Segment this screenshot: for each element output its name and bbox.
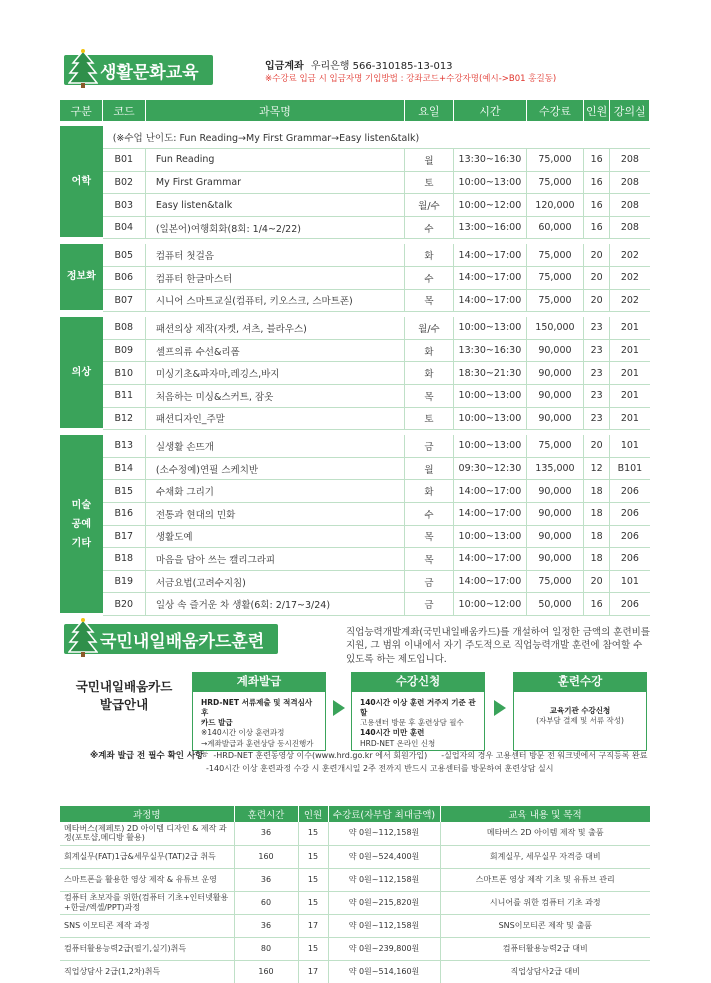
cell-hours: 160 <box>234 960 298 983</box>
table-row <box>60 435 650 458</box>
card-issue-guide-title <box>64 678 184 713</box>
cell-time: 10:00~12:00 <box>453 194 526 217</box>
cell-subject: 컴퓨터 한글마스터 <box>145 267 404 290</box>
cell-course: 메타버스(제페토) 2D 아이템 디자인 & 제작 과정(포토샵,메디방 활용) <box>60 822 234 845</box>
card-title-line1: 국민내일배움카드 <box>75 679 173 694</box>
cell-fee: 120,000 <box>527 194 584 217</box>
table-row <box>60 570 650 593</box>
cell-fee: 150,000 <box>527 317 584 340</box>
cell-day: 목 <box>405 385 454 408</box>
cell-day: 화 <box>405 244 454 267</box>
cell-time: 14:00~17:00 <box>453 480 526 503</box>
checklist-title: ※계좌 발급 전 필수 확인 사항 <box>90 751 204 761</box>
account-label: 입금계좌 <box>265 61 304 72</box>
cell-time: 10:00~13:00 <box>453 317 526 340</box>
cell-capacity: 18 <box>583 503 609 526</box>
arrow-right-icon <box>494 700 506 716</box>
cell-subject: 전통과 현대의 민화 <box>145 503 404 526</box>
cell-room: 206 <box>610 503 650 526</box>
cell-code: B20 <box>103 593 146 616</box>
cell-time: 10:00~13:00 <box>453 385 526 408</box>
checklist-item: -140시간 이상 훈련과정 수강 시 훈련개시일 2주 전까지 반드시 고용센터를 방문하여 훈련상담 실시 <box>206 763 554 773</box>
cell-time: 10:00~13:00 <box>453 525 526 548</box>
cell-day: 수 <box>405 503 454 526</box>
cell-capacity: 18 <box>583 480 609 503</box>
cell-room: 208 <box>610 194 650 217</box>
cell-fee: 90,000 <box>527 362 584 385</box>
header-fee: 수강료 <box>527 100 584 121</box>
cell-course: 스마트폰을 활용한 영상 제작 & 유튜브 운영 <box>60 868 234 891</box>
cell-day: 월/수 <box>405 317 454 340</box>
cell-subject: 실생활 손뜨개 <box>145 435 404 458</box>
category-cloth: 의상 <box>60 317 103 430</box>
table-row <box>60 171 650 194</box>
cell-capacity: 23 <box>583 385 609 408</box>
cell-room: 202 <box>610 244 650 267</box>
category-info: 정보화 <box>60 244 103 312</box>
cell-time: 18:30~21:30 <box>453 362 526 385</box>
table-row <box>60 503 650 526</box>
tree-icon <box>68 49 98 89</box>
cell-code: B11 <box>103 385 146 408</box>
cell-room: 206 <box>610 480 650 503</box>
cell-code: B03 <box>103 194 146 217</box>
cell-fee: 75,000 <box>527 435 584 458</box>
cell-fee: 75,000 <box>527 244 584 267</box>
cell-time: 13:30~16:30 <box>453 149 526 172</box>
header-fee: 수강료(자부담 최대금액) <box>328 806 440 822</box>
cell-subject: 시니어 스마트교실(컴퓨터, 키오스크, 스마트폰) <box>145 289 404 312</box>
cell-subject: 서금요법(고려수지침) <box>145 570 404 593</box>
cell-time: 14:00~17:00 <box>453 570 526 593</box>
cell-room: B101 <box>610 457 650 480</box>
table-row <box>60 267 650 290</box>
cell-code: B17 <box>103 525 146 548</box>
table-row <box>60 525 650 548</box>
step-line: 140시간 미만 훈련 <box>360 728 425 738</box>
table-row <box>60 822 650 845</box>
step-head: 계좌발급 <box>192 672 326 691</box>
cell-subject: My First Grammar <box>145 171 404 194</box>
category-art-3: 기타 <box>71 537 91 549</box>
cell-fee: 90,000 <box>527 548 584 571</box>
step-line: →계좌발급과 훈련상담 동시진행가능 <box>201 738 314 758</box>
cell-code: B07 <box>103 289 146 312</box>
cell-room: 208 <box>610 149 650 172</box>
cell-subject: 패션의상 제작(자켓, 셔츠, 블라우스) <box>145 317 404 340</box>
cell-subject: 일상 속 즐거운 차 생활(6회: 2/17~3/24) <box>145 593 404 616</box>
header-capacity: 인원 <box>583 100 609 121</box>
step-line: 카드 발급 <box>201 718 233 728</box>
header-code: 코드 <box>103 100 146 121</box>
table-row <box>60 891 650 914</box>
cell-purpose: 직업상담사2급 대비 <box>440 960 650 983</box>
cell-capacity: 23 <box>583 339 609 362</box>
cell-room: 101 <box>610 435 650 458</box>
checklist-item: -실업자의 경우 고용센터 방문 전 워크넷에서 구직등록 완료 <box>441 751 648 760</box>
section-title-culture <box>64 55 213 85</box>
step-course-apply <box>351 672 485 751</box>
cell-capacity: 20 <box>583 289 609 312</box>
cell-subject: 미싱기초&파자마,레깅스,바지 <box>145 362 404 385</box>
level-note: (※수업 난이도: Fun Reading→My First Grammar→Easy listen&talk) <box>103 126 650 149</box>
step-line: (자부담 결제 및 서류 작성) <box>536 716 624 726</box>
cell-fee: 75,000 <box>527 289 584 312</box>
cell-room: 208 <box>610 171 650 194</box>
account-value: 우리은행 566-310185-13-013 <box>310 61 453 72</box>
table-row <box>60 407 650 430</box>
cell-room: 201 <box>610 362 650 385</box>
cell-subject: 컴퓨터 첫걸음 <box>145 244 404 267</box>
cell-code: B06 <box>103 267 146 290</box>
table-header-row <box>60 806 650 822</box>
cell-capacity: 23 <box>583 407 609 430</box>
cell-room: 201 <box>610 317 650 340</box>
cell-day: 목 <box>405 289 454 312</box>
cell-capacity: 23 <box>583 317 609 340</box>
header-hours: 훈련시간 <box>234 806 298 822</box>
arrow-right-icon <box>333 700 345 716</box>
header-category: 구분 <box>60 100 103 121</box>
pre-issue-checklist <box>90 750 647 775</box>
cell-fee: 약 0원~524,400원 <box>328 845 440 868</box>
cell-code: B01 <box>103 149 146 172</box>
cell-fee: 60,000 <box>527 216 584 239</box>
cell-capacity: 16 <box>583 149 609 172</box>
table-row <box>60 868 650 891</box>
cell-day: 토 <box>405 171 454 194</box>
category-art-1: 미술 <box>71 499 91 511</box>
cell-subject: 처음하는 미싱&스커트, 잠옷 <box>145 385 404 408</box>
cell-capacity: 17 <box>298 960 328 983</box>
cell-room: 201 <box>610 385 650 408</box>
cell-subject: (소수정예)연필 스케치반 <box>145 457 404 480</box>
cell-fee: 약 0원~112,158원 <box>328 822 440 845</box>
cell-hours: 36 <box>234 868 298 891</box>
category-lang: 어학 <box>60 126 103 239</box>
cell-time: 13:00~16:00 <box>453 216 526 239</box>
section-title-card <box>64 624 278 654</box>
table-row <box>60 317 650 340</box>
cell-code: B12 <box>103 407 146 430</box>
header-room: 강의실 <box>610 100 650 121</box>
cell-code: B02 <box>103 171 146 194</box>
cell-fee: 약 0원~215,820원 <box>328 891 440 914</box>
cell-purpose: SNS이모티콘 제작 및 출품 <box>440 914 650 937</box>
cell-fee: 약 0원~514,160원 <box>328 960 440 983</box>
cell-fee: 75,000 <box>527 267 584 290</box>
cell-room: 202 <box>610 267 650 290</box>
header-purpose: 교육 내용 및 목적 <box>440 806 650 822</box>
cell-capacity: 12 <box>583 457 609 480</box>
card-intro-text: 직업능력개발계좌(국민내일배움카드)를 개설하여 일정한 금액의 훈련비를 지원, 그 범위 이내에서 자기 주도적으로 직업능력개발 훈련에 참여할 수 있도록 하는 제도입니다. <box>346 627 650 665</box>
cell-time: 10:00~12:00 <box>453 593 526 616</box>
cell-purpose: 컴퓨터활용능력2급 대비 <box>440 937 650 960</box>
step-line: ※140시간 이상 훈련과정 <box>201 728 285 738</box>
cell-day: 월 <box>405 149 454 172</box>
cell-capacity: 16 <box>583 194 609 217</box>
category-art-2: 공예 <box>71 518 91 530</box>
cell-subject: 생활도예 <box>145 525 404 548</box>
cell-fee: 약 0원~112,158원 <box>328 868 440 891</box>
table-row <box>60 339 650 362</box>
cell-subject: 마음을 담아 쓰는 캘리그라피 <box>145 548 404 571</box>
cell-time: 10:00~13:00 <box>453 435 526 458</box>
table-row <box>60 457 650 480</box>
cell-subject: Easy listen&talk <box>145 194 404 217</box>
cell-time: 14:00~17:00 <box>453 548 526 571</box>
cell-day: 화 <box>405 362 454 385</box>
tree-icon <box>68 618 98 658</box>
cell-room: 101 <box>610 570 650 593</box>
header-subject: 과목명 <box>145 100 404 121</box>
cell-day: 월/수 <box>405 194 454 217</box>
cell-capacity: 20 <box>583 244 609 267</box>
cell-capacity: 20 <box>583 435 609 458</box>
cell-capacity: 16 <box>583 593 609 616</box>
card-title-line2: 발급안내 <box>99 696 149 712</box>
cell-fee: 75,000 <box>527 171 584 194</box>
cell-hours: 60 <box>234 891 298 914</box>
cell-room: 206 <box>610 548 650 571</box>
table-row <box>60 126 650 149</box>
cell-fee: 90,000 <box>527 503 584 526</box>
cell-capacity: 20 <box>583 267 609 290</box>
cell-fee: 약 0원~239,800원 <box>328 937 440 960</box>
cell-course: 컴퓨터활용능력2급(필기,실기)취득 <box>60 937 234 960</box>
cell-day: 금 <box>405 570 454 593</box>
step-line: HRD-NET 온라인 신청 <box>360 738 436 748</box>
step-account-issue <box>192 672 326 758</box>
header-capacity: 인원 <box>298 806 328 822</box>
table-row <box>60 480 650 503</box>
account-info <box>265 57 453 72</box>
section-title-text: 국민내일배움카드훈련 <box>100 631 265 652</box>
cell-capacity: 15 <box>298 845 328 868</box>
cell-day: 목 <box>405 525 454 548</box>
cell-fee: 90,000 <box>527 525 584 548</box>
cell-room: 206 <box>610 525 650 548</box>
checklist-item: -HRD-NET 훈련동영상 이수(www.hrd.go.kr 에서 회원가입) <box>213 751 428 760</box>
cell-course: 직업상담사 2급(1,2차)취득 <box>60 960 234 983</box>
cell-time: 10:00~13:00 <box>453 407 526 430</box>
header-time: 시간 <box>453 100 526 121</box>
step-body <box>513 691 647 751</box>
step-line: 교육기관 수강신청 <box>549 706 611 715</box>
cell-code: B04 <box>103 216 146 239</box>
cell-course: SNS 이모티콘 제작 과정 <box>60 914 234 937</box>
cell-hours: 36 <box>234 914 298 937</box>
table-row <box>60 548 650 571</box>
table-row <box>60 845 650 868</box>
table-row <box>60 914 650 937</box>
cell-code: B10 <box>103 362 146 385</box>
table-header-row <box>60 100 650 121</box>
cell-fee: 90,000 <box>527 339 584 362</box>
training-course-table <box>60 806 651 983</box>
cell-day: 금 <box>405 593 454 616</box>
cell-capacity: 18 <box>583 525 609 548</box>
cell-day: 목 <box>405 548 454 571</box>
cell-room: 206 <box>610 593 650 616</box>
cell-time: 14:00~17:00 <box>453 503 526 526</box>
header-day: 요일 <box>405 100 454 121</box>
cell-capacity: 23 <box>583 362 609 385</box>
cell-subject: 패션디자인_주말 <box>145 407 404 430</box>
cell-time: 10:00~13:00 <box>453 171 526 194</box>
cell-capacity: 16 <box>583 171 609 194</box>
cell-code: B15 <box>103 480 146 503</box>
cell-purpose: 메타버스 2D 아이템 제작 및 출품 <box>440 822 650 845</box>
table-row <box>60 194 650 217</box>
cell-code: B14 <box>103 457 146 480</box>
course-schedule-table <box>60 100 650 617</box>
cell-code: B16 <box>103 503 146 526</box>
cell-day: 수 <box>405 267 454 290</box>
cell-room: 201 <box>610 339 650 362</box>
cell-subject: Fun Reading <box>145 149 404 172</box>
cell-code: B08 <box>103 317 146 340</box>
cell-fee: 135,000 <box>527 457 584 480</box>
cell-fee: 50,000 <box>527 593 584 616</box>
category-art <box>60 435 103 616</box>
cell-capacity: 15 <box>298 891 328 914</box>
step-body <box>192 691 326 758</box>
cell-capacity: 15 <box>298 868 328 891</box>
cell-day: 토 <box>405 407 454 430</box>
cell-time: 09:30~12:30 <box>453 457 526 480</box>
table-row <box>60 960 650 983</box>
cell-day: 금 <box>405 435 454 458</box>
cell-purpose: 스마트폰 영상 제작 기초 및 유튜브 관리 <box>440 868 650 891</box>
cell-fee: 90,000 <box>527 407 584 430</box>
cell-subject: 셀프의류 수선&리폼 <box>145 339 404 362</box>
header-course: 과정명 <box>60 806 234 822</box>
cell-time: 13:30~16:30 <box>453 339 526 362</box>
cell-time: 14:00~17:00 <box>453 244 526 267</box>
cell-fee: 90,000 <box>527 480 584 503</box>
account-note: ※수강료 입금 시 입금자명 기입방법 : 강좌코드+수강자명(예시->B01 홍길동) <box>265 74 557 84</box>
cell-hours: 36 <box>234 822 298 845</box>
cell-day: 화 <box>405 480 454 503</box>
cell-purpose: 회계실무, 세무실무 자격증 대비 <box>440 845 650 868</box>
cell-capacity: 18 <box>583 548 609 571</box>
cell-code: B18 <box>103 548 146 571</box>
step-training <box>513 672 647 751</box>
section-title-text: 생활문화교육 <box>100 62 199 83</box>
cell-code: B13 <box>103 435 146 458</box>
cell-day: 화 <box>405 339 454 362</box>
cell-fee: 75,000 <box>527 570 584 593</box>
cell-time: 14:00~17:00 <box>453 267 526 290</box>
cell-purpose: 시니어를 위한 컴퓨터 기초 과정 <box>440 891 650 914</box>
table-row <box>60 937 650 960</box>
cell-day: 수 <box>405 216 454 239</box>
cell-code: B09 <box>103 339 146 362</box>
table-row <box>60 289 650 312</box>
table-row <box>60 362 650 385</box>
step-line: HRD-NET 서류제출 및 적격심사 후 <box>201 698 313 718</box>
cell-day: 월 <box>405 457 454 480</box>
cell-room: 202 <box>610 289 650 312</box>
cell-capacity: 16 <box>583 216 609 239</box>
cell-code: B05 <box>103 244 146 267</box>
cell-subject: 수채화 그리기 <box>145 480 404 503</box>
cell-code: B19 <box>103 570 146 593</box>
cell-capacity: 15 <box>298 822 328 845</box>
cell-room: 208 <box>610 216 650 239</box>
table-row <box>60 385 650 408</box>
cell-fee: 75,000 <box>527 149 584 172</box>
cell-hours: 80 <box>234 937 298 960</box>
step-line: 140시간 이상 훈련 거주지 기준 관할 <box>360 698 476 718</box>
cell-course: 컴퓨터 초보자를 위한(컴퓨터 기초+인터넷활용+한글/엑셀/PPT)과정 <box>60 891 234 914</box>
step-head: 수강신청 <box>351 672 485 691</box>
cell-capacity: 20 <box>583 570 609 593</box>
table-row <box>60 149 650 172</box>
cell-subject: (일본어)여행회화(8회: 1/4~2/22) <box>145 216 404 239</box>
table-row <box>60 244 650 267</box>
cell-capacity: 15 <box>298 937 328 960</box>
cell-hours: 160 <box>234 845 298 868</box>
cell-room: 201 <box>610 407 650 430</box>
table-row <box>60 593 650 616</box>
table-row <box>60 216 650 239</box>
step-head: 훈련수강 <box>513 672 647 691</box>
step-line: 고용센터 방문 후 훈련상담 필수 <box>360 718 464 728</box>
cell-course: 회계실무(FAT)1급&세무실무(TAT)2급 취득 <box>60 845 234 868</box>
cell-fee: 약 0원~112,158원 <box>328 914 440 937</box>
cell-fee: 90,000 <box>527 385 584 408</box>
cell-capacity: 17 <box>298 914 328 937</box>
step-body <box>351 691 485 751</box>
cell-time: 14:00~17:00 <box>453 289 526 312</box>
